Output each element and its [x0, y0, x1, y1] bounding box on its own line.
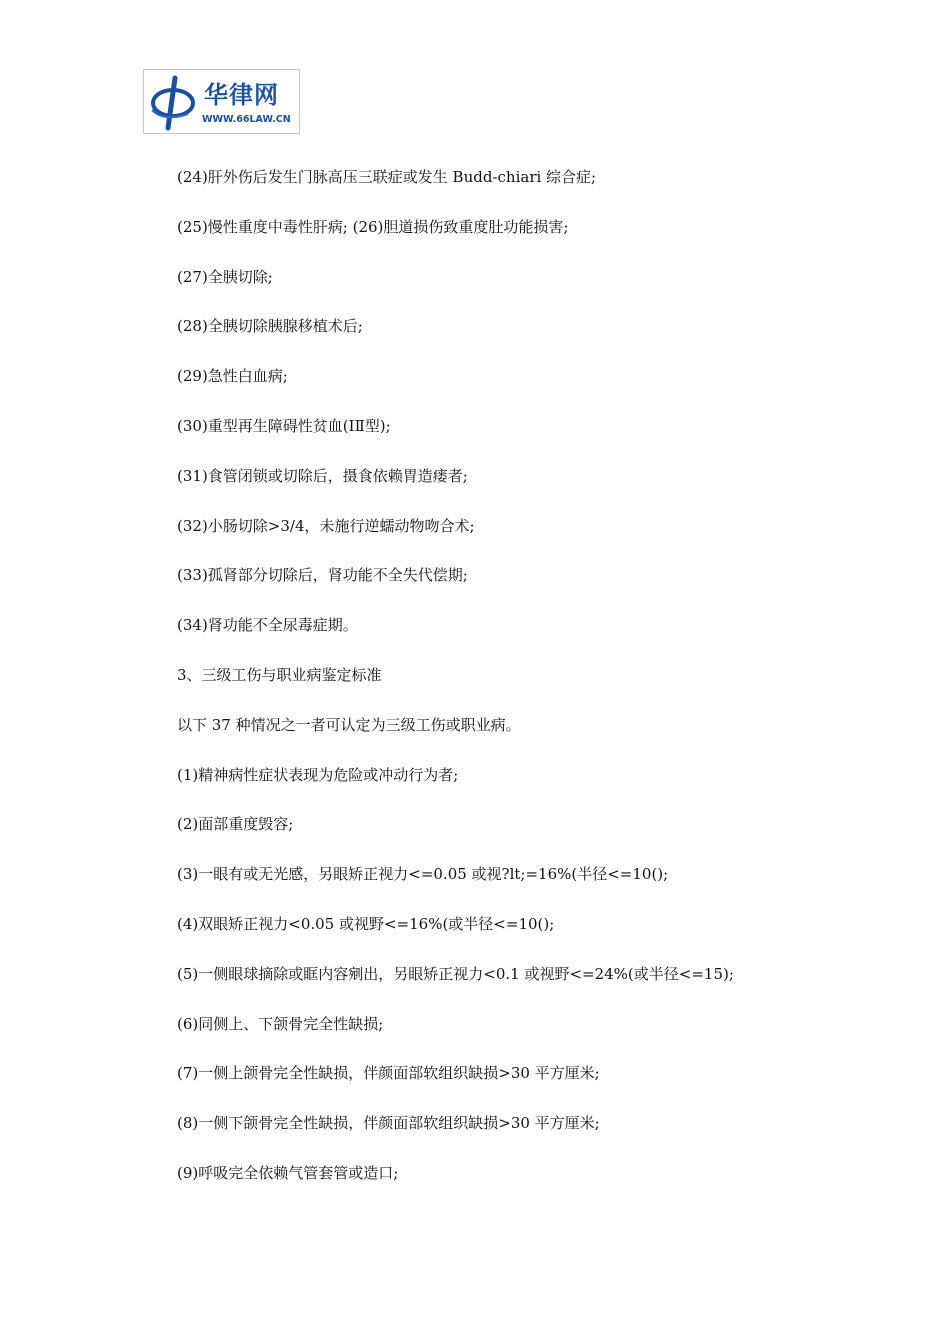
- text-line: (32)小肠切除>3/4，未施行逆蠕动物吻合术;: [177, 516, 475, 535]
- text-line: (33)孤肾部分切除后，肾功能不全失代偿期;: [177, 566, 468, 585]
- text-line: (25)慢性重度中毒性肝病; (26)胆道损伤致重度肚功能损害;: [177, 217, 569, 236]
- logo-name: 华律网: [204, 81, 279, 109]
- section-intro: 以下 37 种情况之一者可认定为三级工伤或职业病。: [177, 715, 521, 734]
- text-line: (8)一侧下颌骨完全性缺损，伴颜面部软组织缺损>30 平方厘米;: [177, 1114, 600, 1133]
- text-line: (9)呼吸完全依赖气管套管或造口;: [177, 1163, 399, 1182]
- logo-emblem-icon: [144, 70, 204, 133]
- text-line: (28)全胰切除胰腺移植术后;: [177, 317, 363, 336]
- text-line: (30)重型再生障碍性贫血(ⅠⅡ型);: [177, 416, 391, 435]
- site-logo[interactable]: [143, 69, 300, 134]
- text-line: (27)全胰切除;: [177, 267, 273, 286]
- text-line: (7)一侧上颌骨完全性缺损，伴颜面部软组织缺损>30 平方厘米;: [177, 1064, 600, 1083]
- text-line: (6)同侧上、下颌骨完全性缺损;: [177, 1014, 384, 1033]
- text-line: (5)一侧眼球摘除或眶内容剜出，另眼矫正视力<0.1 或视野<=24%(或半径<=15);: [177, 964, 734, 983]
- text-line: (24)肝外伤后发生门脉高压三联症或发生 Budd-chiari 综合症;: [177, 168, 597, 186]
- logo-url: WWW.66LAW.CN: [202, 114, 291, 125]
- text-line: (34)肾功能不全尿毒症期。: [177, 616, 358, 635]
- text-line: (4)双眼矫正视力<0.05 或视野<=16%(或半径<=10();: [177, 914, 555, 933]
- document-body: [177, 160, 877, 1206]
- section-heading: 3、三级工伤与职业病鉴定标准: [177, 665, 382, 684]
- text-line: (3)一眼有或无光感，另眼矫正视力<=0.05 或视?lt;=16%(半径<=10();: [177, 865, 669, 884]
- text-line: (31)食管闭锁或切除后，摄食依赖胃造瘘者;: [177, 466, 468, 485]
- text-line: (2)面部重度毁容;: [177, 815, 294, 834]
- text-line: (1)精神病性症状表现为危险或冲动行为者;: [177, 765, 459, 784]
- text-line: (29)急性白血病;: [177, 367, 288, 386]
